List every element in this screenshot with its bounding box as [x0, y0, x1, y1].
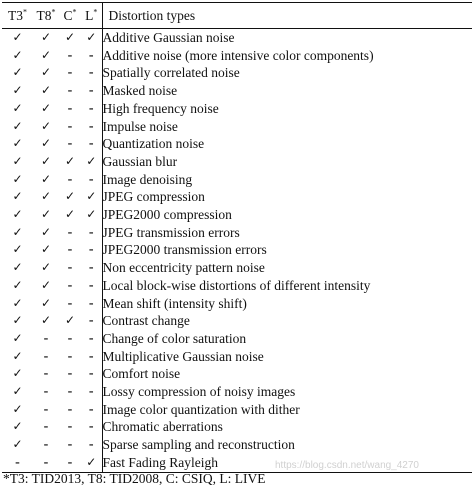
check-icon-cell-t8: ✓ [40, 100, 52, 115]
header-t3: T3* [2, 3, 33, 29]
table-row [2, 171, 472, 189]
table-row [2, 135, 472, 153]
table-row [2, 436, 472, 454]
dash-cell-c: - [67, 277, 73, 293]
check-icon-cell-t8: ✓ [40, 313, 52, 328]
dash-cell-c: - [67, 83, 73, 99]
table-row [2, 206, 472, 224]
table-row [2, 153, 472, 171]
dash-cell-t8: - [43, 419, 49, 435]
dash-cell-l: - [81, 241, 102, 259]
distortion-type-name: High frequency noise [102, 100, 219, 116]
dash-cell-l: - [81, 100, 102, 118]
table-row [2, 401, 472, 419]
dash-cell-l: - [81, 64, 102, 82]
check-icon-cell-t8: ✓ [40, 224, 52, 239]
check-icon-cell-c: ✓ [64, 313, 76, 328]
check-icon-cell-t8: ✓ [40, 83, 52, 98]
dash-cell-t3: - [2, 454, 33, 472]
check-icon-cell-t8: ✓ [40, 207, 52, 222]
check-icon-cell-t3: ✓ [12, 260, 23, 275]
dash-cell-l: - [81, 330, 102, 348]
distortion-type-name: JPEG compression [102, 189, 205, 205]
check-icon-cell-t8: ✓ [40, 277, 52, 292]
table-row [2, 277, 472, 295]
distortion-type-name: JPEG transmission errors [102, 224, 240, 240]
check-icon-cell-t3: ✓ [12, 437, 23, 452]
table-row [2, 188, 472, 206]
distortion-type-name: Mean shift (intensity shift) [102, 295, 247, 311]
dash-cell-c: - [67, 242, 73, 258]
check-icon-cell-c: ✓ [64, 153, 76, 168]
table-row [2, 224, 472, 242]
check-icon-cell-t3: ✓ [12, 277, 23, 292]
distortion-type-name: Non eccentricity pattern noise [102, 260, 265, 276]
header-l: L* [81, 3, 102, 29]
dash-cell-c: - [67, 100, 73, 116]
header-t8: T8* [33, 3, 59, 29]
dash-cell-c: - [67, 171, 73, 187]
dash-cell-c: - [67, 136, 73, 152]
dash-cell-l: - [81, 259, 102, 277]
check-icon-cell-t3: ✓ [12, 207, 23, 222]
distortion-type-name: Fast Fading Rayleigh [102, 454, 472, 472]
distortion-type-name: Additive Gaussian noise [102, 30, 235, 45]
check-icon-cell-t3: ✓ [12, 242, 23, 257]
dash-cell-l: - [81, 418, 102, 436]
check-icon-cell-c: ✓ [64, 30, 76, 44]
check-icon-cell-t8: ✓ [40, 118, 52, 133]
distortion-type-name: Lossy compression of noisy images [102, 384, 296, 400]
distortion-type-name: Additive noise (more intensive color components) [102, 47, 374, 63]
check-icon-cell-t8: ✓ [40, 295, 52, 310]
dash-cell-c: - [67, 47, 73, 63]
table-row [2, 383, 472, 401]
check-icon-cell-t3: ✓ [12, 47, 23, 62]
check-icon-cell-t3: ✓ [12, 30, 23, 44]
check-icon-cell-t3: ✓ [12, 100, 23, 115]
dash-cell-l: - [81, 312, 102, 330]
header-row [2, 3, 472, 29]
dash-cell-c: - [67, 419, 73, 435]
distortion-type-name: Impulse noise [102, 118, 178, 134]
footnote: *T3: TID2013, T8: TID2008, C: CSIQ, L: LIVE [3, 471, 266, 486]
check-icon-cell-c: ✓ [64, 207, 76, 222]
distortion-type-name: Contrast change [102, 313, 190, 329]
dash-cell-l: - [81, 295, 102, 313]
check-icon-cell-t8: ✓ [40, 260, 52, 275]
table-row [2, 241, 472, 259]
header-distortion-types: Distortion types [102, 3, 472, 29]
distortion-type-name: Multiplicative Gaussian noise [102, 348, 264, 364]
dash-cell-l: - [81, 383, 102, 401]
check-icon-cell-t3: ✓ [12, 118, 23, 133]
check-icon-cell-t3: ✓ [12, 348, 23, 363]
dash-cell-l: - [81, 401, 102, 419]
table-row [2, 348, 472, 366]
dash-cell-t8: - [43, 401, 49, 417]
distortion-type-name: Chromatic aberrations [102, 419, 223, 435]
check-icon-cell-t8: ✓ [40, 171, 52, 186]
check-icon-cell-l: ✓ [81, 454, 102, 472]
dash-cell-c: - [67, 366, 73, 382]
table-row [2, 29, 472, 47]
check-icon-cell-t8: ✓ [40, 30, 52, 44]
dash-cell-c: - [67, 437, 73, 453]
check-icon-cell-t3: ✓ [12, 330, 23, 345]
dash-cell-c: - [67, 330, 73, 346]
header-c: C* [59, 3, 81, 29]
dash-cell-t8: - [33, 454, 59, 472]
check-icon-cell-t8: ✓ [40, 65, 52, 80]
dash-cell-c: - [67, 65, 73, 81]
table-row [2, 259, 472, 277]
check-icon-cell-t3: ✓ [12, 65, 23, 80]
dash-cell-t8: - [43, 366, 49, 382]
check-icon-cell-t8: ✓ [40, 242, 52, 257]
dash-cell-c: - [67, 224, 73, 240]
table-row [2, 295, 472, 313]
check-icon-cell-t3: ✓ [12, 401, 23, 416]
check-icon-cell-l: ✓ [81, 153, 102, 171]
check-icon-cell-t3: ✓ [12, 224, 23, 239]
check-icon-cell-t8: ✓ [40, 153, 52, 168]
distortion-type-name: Quantization noise [102, 136, 205, 152]
check-icon-cell-l: ✓ [81, 188, 102, 206]
check-icon-cell-t3: ✓ [12, 153, 23, 168]
dash-cell-l: - [81, 277, 102, 295]
distortion-type-name: JPEG2000 compression [102, 207, 232, 223]
dash-cell-c: - [67, 384, 73, 400]
table-body [2, 29, 472, 473]
dash-cell-c: - [67, 260, 73, 276]
table-row [2, 330, 472, 348]
distortion-type-name: Comfort noise [102, 366, 181, 382]
check-icon-cell-t8: ✓ [40, 189, 52, 204]
dash-cell-c: - [59, 454, 81, 472]
check-icon-cell-t3: ✓ [12, 83, 23, 98]
distortion-type-name: Change of color saturation [102, 330, 247, 346]
dash-cell-t8: - [43, 384, 49, 400]
dash-cell-t8: - [43, 348, 49, 364]
dash-cell-l: - [81, 436, 102, 454]
dash-cell-c: - [67, 401, 73, 417]
dash-cell-t8: - [43, 330, 49, 346]
distortion-table [2, 2, 472, 473]
dash-cell-t8: - [43, 437, 49, 453]
table-row [2, 100, 472, 118]
dash-cell-l: - [81, 348, 102, 366]
check-icon-cell-t3: ✓ [12, 295, 23, 310]
dash-cell-l: - [81, 171, 102, 189]
check-icon-cell-t3: ✓ [12, 366, 23, 381]
check-icon-cell-l: ✓ [81, 206, 102, 224]
distortion-type-name: Image color quantization with dither [102, 401, 300, 417]
table-row [2, 312, 472, 330]
dash-cell-l: - [81, 224, 102, 242]
dash-cell-c: - [67, 118, 73, 134]
check-icon-cell-t3: ✓ [12, 313, 23, 328]
table-row [2, 118, 472, 136]
check-icon-cell-c: ✓ [64, 189, 76, 204]
table-row [2, 365, 472, 383]
dash-cell-c: - [67, 348, 73, 364]
dash-cell-l: - [81, 135, 102, 153]
table-row [2, 418, 472, 436]
distortion-type-name: Gaussian blur [102, 153, 178, 169]
dash-cell-l: - [81, 82, 102, 100]
distortion-type-name: Local block-wise distortions of different intensity [102, 277, 371, 293]
check-icon-cell-t3: ✓ [12, 171, 23, 186]
check-icon-cell-t8: ✓ [40, 47, 52, 62]
check-icon-cell-t3: ✓ [12, 189, 23, 204]
table-row [2, 47, 472, 65]
check-icon-cell-t8: ✓ [40, 136, 52, 151]
table-row [2, 64, 472, 82]
distortion-type-name: Spatially correlated noise [102, 65, 240, 81]
check-icon-cell-l: ✓ [81, 29, 102, 47]
distortion-type-name: Image denoising [102, 171, 193, 187]
check-icon-cell-t3: ✓ [12, 419, 23, 434]
distortion-type-name: JPEG2000 transmission errors [102, 242, 267, 258]
table-row [2, 82, 472, 100]
watermark: https://blog.csdn.net/wang_4270 [275, 460, 419, 471]
dash-cell-l: - [81, 365, 102, 383]
distortion-type-name: Sparse sampling and reconstruction [102, 437, 295, 453]
dash-cell-c: - [67, 295, 73, 311]
check-icon-cell-t3: ✓ [12, 136, 23, 151]
dash-cell-l: - [81, 118, 102, 136]
check-icon-cell-t3: ✓ [12, 384, 23, 399]
distortion-type-name: Masked noise [102, 83, 178, 99]
dash-cell-l: - [81, 47, 102, 65]
